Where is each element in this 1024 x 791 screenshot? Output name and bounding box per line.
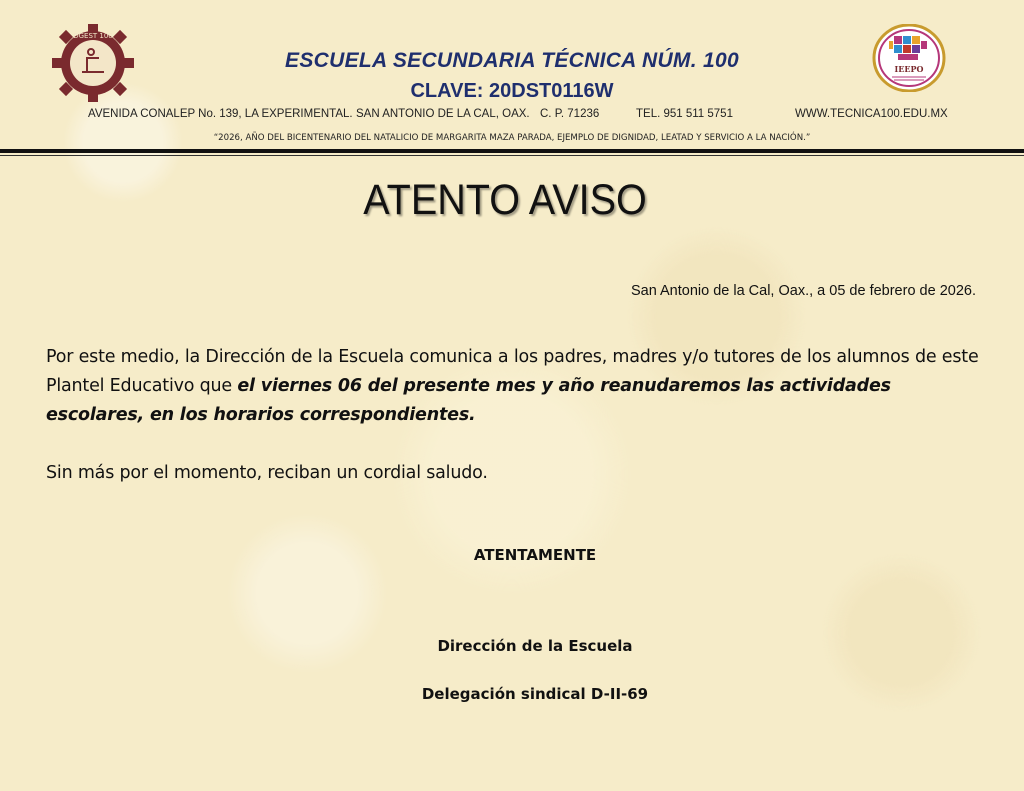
- header-divider: [0, 149, 1024, 153]
- postal-code: C. P. 71236: [540, 108, 600, 120]
- date-line: San Antonio de la Cal, Oax., a 05 de febrero de 2026.: [630, 283, 976, 299]
- address: AVENIDA CONALEP No. 139, LA EXPERIMENTAL.: [88, 108, 353, 120]
- sign-off: ATENTAMENTE: [473, 546, 597, 564]
- signatory-union: Delegación sindical D-II-69: [421, 685, 649, 703]
- notice-title: ATENTO AVISO: [363, 176, 647, 224]
- logo-left-text: DGEST 100: [73, 32, 113, 40]
- signatory-direction: Dirección de la Escuela: [437, 637, 633, 655]
- school-name: ESCUELA SECUNDARIA TÉCNICA NÚM. 100: [285, 49, 739, 72]
- notice-body-emphasis: el viernes 06 del presente mes y año reanudaremos las actividades escolares, en los horarios correspondientes.: [46, 376, 891, 425]
- header-divider-thin: [0, 155, 1024, 156]
- website: WWW.TECNICA100.EDU.MX: [795, 108, 948, 120]
- phone-number: TEL. 951 511 5751: [636, 108, 733, 120]
- school-code: CLAVE: 20DST0116W: [410, 80, 614, 102]
- closing-line: Sin más por el momento, reciban un cordial saludo.: [46, 463, 488, 483]
- notice-body: [46, 343, 986, 430]
- logo-right-text: IEEPO: [894, 64, 924, 74]
- city: SAN ANTONIO DE LA CAL, OAX.: [356, 108, 530, 120]
- notice-body-intro: Por este medio, la Dirección de la Escuela comunica a los padres, madres y/o tutores de los alumnos de este Plantel Educativo que: [46, 347, 979, 396]
- motto: “2026, AÑO DEL BICENTENARIO DEL NATALICIO DE MARGARITA MAZA PARADA, EJEMPLO DE DIGNIDAD, LEATAD Y SERVICIO A LA NACIÓN.”: [213, 133, 811, 143]
